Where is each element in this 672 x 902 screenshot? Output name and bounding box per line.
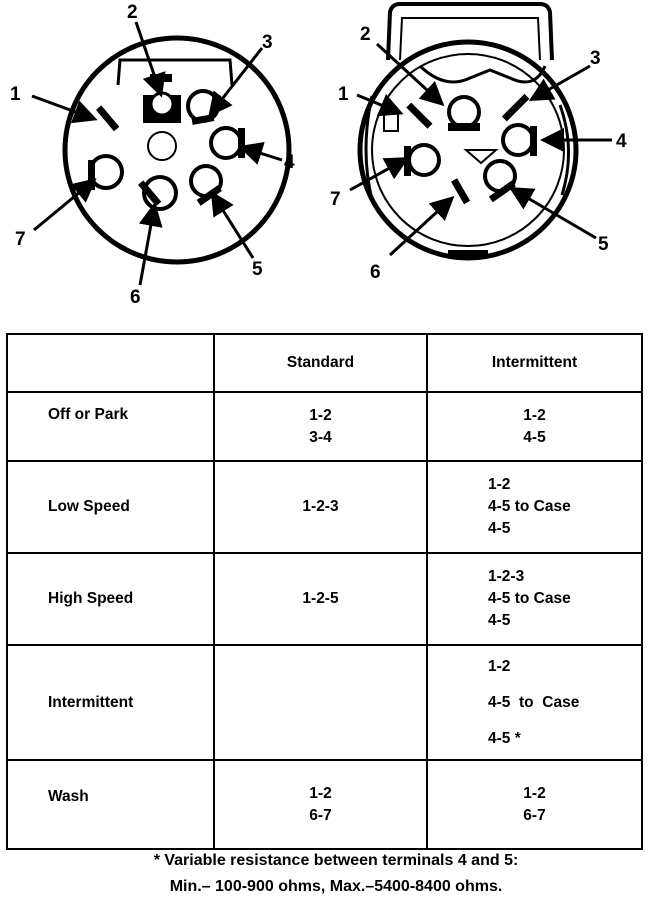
table-row: [7, 392, 642, 461]
standard-cell: 1-2 6-7: [214, 760, 427, 849]
right-terminal-7: [404, 145, 439, 176]
left-connector-face: [65, 38, 289, 262]
left-label-4: 4: [284, 152, 295, 173]
intermittent-cell: 1-2 4-5: [427, 392, 642, 461]
mode-cell: Low Speed: [7, 461, 214, 553]
left-label-6: 6: [130, 287, 141, 308]
connector-diagrams: [0, 0, 672, 315]
left-terminal-7: [88, 156, 122, 190]
right-terminal-1: [384, 103, 432, 131]
left-label-2: 2: [127, 2, 138, 23]
standard-cell: 1-2-5: [214, 553, 427, 645]
table-row: [7, 760, 642, 849]
left-label-1: 1: [10, 84, 21, 105]
terminal-continuity-table: [6, 333, 643, 850]
table-row: [7, 645, 642, 760]
right-terminal-2: [448, 97, 480, 131]
right-label-1: 1: [338, 84, 349, 105]
intermittent-cell: 1-2-3 4-5 to Case 4-5: [427, 553, 642, 645]
standard-cell: [214, 645, 427, 760]
right-label-5: 5: [598, 234, 609, 255]
left-label-3: 3: [262, 32, 273, 53]
right-terminal-5: [485, 161, 516, 202]
right-label-4: 4: [616, 131, 627, 152]
footnote-line-2: Min.– 100-900 ohms, Max.–5400-8400 ohms.: [169, 878, 503, 895]
mode-cell: High Speed: [7, 553, 214, 645]
right-connector-face: [360, 4, 576, 258]
right-label-3: 3: [590, 48, 601, 69]
right-label-2: 2: [360, 24, 371, 45]
intermittent-cell: 1-2 4-5 to Case 4-5 *: [427, 645, 642, 760]
left-terminal-2: [143, 74, 181, 123]
right-terminal-4: [503, 125, 537, 156]
table-header-row: [7, 334, 642, 392]
left-label-7: 7: [15, 229, 26, 250]
table-row: [7, 553, 642, 645]
right-label-7: 7: [330, 189, 341, 210]
mode-cell: Intermittent: [7, 645, 214, 760]
mode-cell: Off or Park: [7, 392, 214, 461]
standard-cell: 1-2-3: [214, 461, 427, 553]
right-label-6: 6: [370, 262, 381, 283]
right-terminal-3: [502, 94, 530, 122]
footnote-line-1: * Variable resistance between terminals 4 and 5:: [153, 852, 519, 869]
mode-cell: Wash: [7, 760, 214, 849]
intermittent-cell: 1-2 4-5 to Case 4-5: [427, 461, 642, 553]
left-center-hole: [148, 132, 176, 160]
header-empty: [7, 334, 214, 392]
left-terminal-4: [211, 128, 245, 158]
left-label-5: 5: [252, 259, 263, 280]
header-standard: Standard: [214, 334, 427, 392]
right-key-triangle: [466, 150, 496, 163]
left-terminal-6: [138, 177, 176, 209]
intermittent-cell: 1-2 6-7: [427, 760, 642, 849]
header-intermittent: Intermittent: [427, 334, 642, 392]
left-terminal-1: [96, 105, 119, 131]
table-row: [7, 461, 642, 553]
standard-cell: 1-2 3-4: [214, 392, 427, 461]
right-terminal-6: [451, 178, 470, 204]
